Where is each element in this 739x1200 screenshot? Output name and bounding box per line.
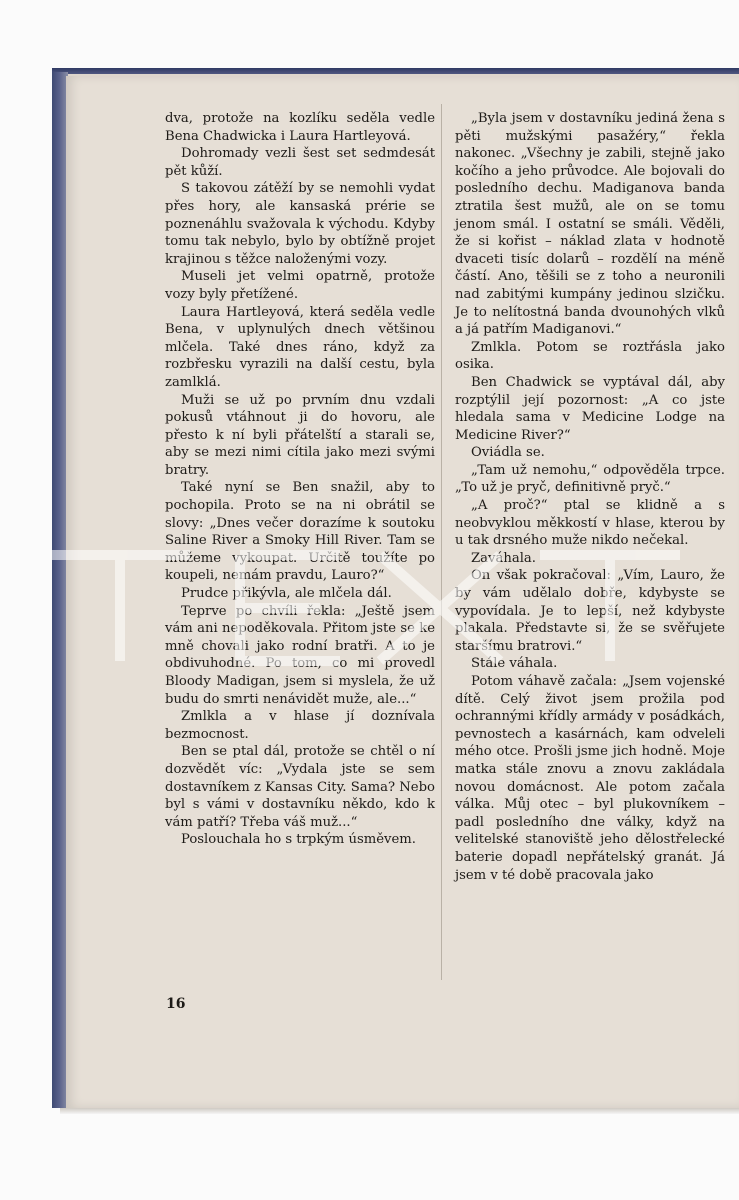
paragraph: Potom váhavě začala: „Jsem vojenské dítě. Celý život jsem prožila pod ochrannými křídly armády v posádkách, pevnostech a kasárnách, kam odveleli mého otce. Prošli jsme jich hodně. Moje matka stále znovu a znovu zakládala novou domácnost. Ale potom začala válka. Můj otec – byl plukovníkem – padl posledního dne války, když na velitelské stanoviště jeho dělostřelecké baterie dopadl nepřátelský granát. Já jsem v té době pracovala jako: [455, 674, 725, 883]
paragraph: Oviádla se.: [471, 445, 545, 461]
paragraph: Muži se už po prvním dnu vzdali pokusů vtáhnout ji do hovoru, ale přesto k ní byli přátelští a starali se, aby se mezi nimi cítila jako mezi svými bratry.: [165, 392, 435, 478]
paragraph: Teprve po chvíli řekla: „Ještě jsem vám ani nepoděkovala. Přitom jste se ke mně chovali jako rodní bratři. A to je obdivuhodné. Po tom, co mi provedl Bloody Madigan, jsem si myslela, že už budu do smrti nenávidět muže, ale...“: [165, 603, 435, 707]
paragraph: S takovou zátěží by se nemohli vydat přes hory, ale kansaská prérie se poznenáhlu svažovala k východu. Kdyby tomu tak nebylo, bylo by obtížně projet krajinou s těžce naloženými vozy.: [165, 181, 435, 267]
right-text-column: [455, 110, 725, 884]
paragraph: Zaváhala.: [471, 550, 536, 566]
paragraph: Prudce přikývla, ale mlčela dál.: [181, 586, 392, 602]
page-bottom-shadow: [60, 1108, 739, 1114]
paragraph: Poslouchala ho s trpkým úsměvem.: [181, 832, 416, 848]
paragraph: On však pokračoval: „Vím, Lauro, že by vám udělalo dobře, kdybyste se vypovídala. Je to lepší, než kdybyste plakala. Představte si, že se svěřujete staršímu bratrovi.“: [455, 568, 725, 654]
paragraph: Zmlkla. Potom se roztřásla jako osika.: [455, 339, 725, 373]
page-number: 16: [166, 996, 186, 1012]
column-divider: [441, 104, 442, 980]
paragraph: „Tam už nemohu,“ odpověděla trpce. „To už je pryč, definitivně pryč.“: [455, 462, 725, 496]
paragraph: Stále váhala.: [471, 656, 558, 672]
paragraph: dva, protože na kozlíku seděla vedle Bena Chadwicka i Laura Hartleyová.: [165, 111, 435, 144]
paragraph: „A proč?“ ptal se klidně a s neobvyklou měkkostí v hlase, kterou by u tak drsného muže nikdo nečekal.: [455, 498, 725, 549]
paragraph: Ben Chadwick se vyptával dál, aby rozptýlil její pozornost: „A co jste hledala sama v Medicine Lodge na Medicine River?“: [455, 374, 725, 443]
paragraph: „Byla jsem v dostavníku jediná žena s pěti mužskými pasažéry,“ řekla nakonec. „Všechny je zabili, stejně jako kočího a jeho průvodce. Ale bojovali do posledního dechu. Madiganova banda ztratila šest mužů, ale on se tomu jenom smál. I ostatní se smáli. Věděli, že si kořist – náklad zlata v hodnotě dvaceti tisíc dolarů – rozdělí na méně částí. Ano, těšili se z toho a neuronili nad zabitými kumpány jedinou slzičku. Je to nelítostná banda dvounohých vlků a já patřím Madiganovi.“: [455, 111, 725, 338]
paragraph: Ben se ptal dál, protože se chtěl o ní dozvědět víc: „Vydala jste se sem dostavníkem z Kansas City. Sama? Nebo byl s vámi v dostavníku někdo, kdo k vám patří? Třeba váš muž...“: [165, 744, 435, 830]
paragraph: Zmlkla a v hlase jí doznívala bezmocnost.: [165, 709, 435, 742]
paragraph: Museli jet velmi opatrně, protože vozy byly přetížené.: [165, 269, 435, 302]
paragraph: Také nyní se Ben snažil, aby to pochopila. Proto se na ni obrátil se slovy: „Dnes večer dorazíme k soutoku Saline River a Smoky Hill River. Tam se můžeme vykoupat. Určitě toužíte po koupeli, nemám pravdu, Lauro?“: [165, 480, 435, 584]
paragraph: Laura Hartleyová, která seděla vedle Bena, v uplynulých dnech většinou mlčela. Také dnes ráno, když za rozbřesku vyrazili na další cestu, byla zamlklá.: [165, 304, 435, 390]
left-text-column: [165, 110, 435, 849]
paragraph: Dohromady vezli šest set sedmdesát pět kůží.: [165, 146, 435, 179]
